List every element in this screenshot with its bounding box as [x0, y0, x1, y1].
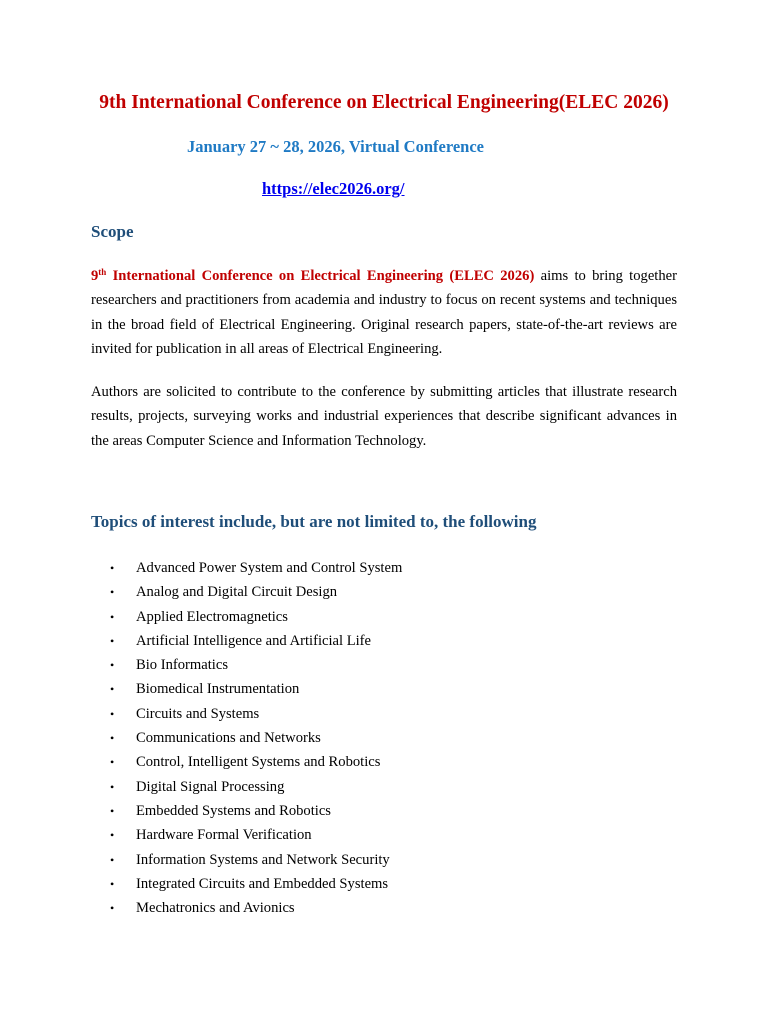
bullet-icon: • — [110, 633, 115, 648]
bullet-icon: • — [110, 828, 115, 843]
ordinal-suffix: th — [98, 267, 107, 277]
list-item — [0, 702, 402, 726]
list-item — [0, 677, 402, 701]
topic-label: Hardware Formal Verification — [136, 827, 312, 844]
conference-dates: January 27 ~ 28, 2026, Virtual Conference — [187, 137, 485, 156]
bullet-icon: • — [110, 731, 115, 746]
bullet-icon: • — [110, 561, 115, 575]
topic-label: Circuits and Systems — [136, 705, 260, 722]
conference-title: 9th International Conference on Electrical Engineering(ELEC 2026) — [99, 92, 669, 113]
list-item — [0, 896, 402, 920]
bullet-icon: • — [110, 682, 115, 697]
topics-heading: Topics of interest include, but are not limited to, the following — [91, 512, 537, 531]
bullet-icon: • — [110, 803, 115, 818]
conference-name-highlight — [91, 268, 534, 284]
bullet-icon: • — [110, 876, 115, 891]
list-item — [0, 629, 402, 653]
list-item — [0, 726, 402, 750]
conference-name-text: International Conference on Electrical Engineering (ELEC 2026) — [106, 268, 535, 284]
list-item — [0, 556, 402, 580]
scope-heading: Scope — [91, 222, 134, 241]
bullet-icon: • — [110, 585, 115, 600]
list-item — [0, 750, 402, 774]
list-item — [0, 799, 402, 823]
conference-url-link[interactable]: https://elec2026.org/ — [262, 179, 405, 198]
list-item — [0, 823, 402, 847]
topic-label: Artificial Intelligence and Artificial Life — [136, 632, 372, 649]
topic-label: Integrated Circuits and Embedded Systems — [136, 875, 389, 892]
topic-label: Biomedical Instrumentation — [136, 681, 300, 698]
scope-paragraph-1 — [91, 264, 677, 361]
bullet-icon: • — [110, 609, 115, 624]
topic-label: Analog and Digital Circuit Design — [136, 584, 338, 601]
scope-paragraph-1-body: aims to bring together researchers and practitioners from academia and industry to focus on recent systems and techniques in the broad field of Electrical Engineering. Original research papers, state-of-the-art reviews are invited for publication in all areas of Electrical Engineering. — [91, 268, 677, 357]
topic-label: Information Systems and Network Security — [136, 851, 390, 868]
topic-label: Digital Signal Processing — [136, 778, 285, 795]
topic-label: Control, Intelligent Systems and Robotics — [136, 754, 381, 771]
list-item — [0, 580, 402, 604]
topic-label: Advanced Power System and Control System — [136, 560, 403, 576]
scope-paragraph-2: Authors are solicited to contribute to the conference by submitting articles that illustrate research results, projects, surveying works and industrial experiences that describe significant advances in the areas Computer Science and Information Technology. — [91, 384, 677, 449]
topic-label: Communications and Networks — [136, 730, 321, 747]
topic-label: Embedded Systems and Robotics — [136, 802, 331, 819]
topic-label: Bio Informatics — [136, 657, 229, 674]
list-item — [0, 848, 402, 872]
list-item — [0, 653, 402, 677]
list-item — [0, 605, 402, 629]
list-item — [0, 775, 402, 799]
topic-label: Mechatronics and Avionics — [136, 900, 295, 917]
bullet-icon: • — [110, 901, 115, 916]
bullet-icon: • — [110, 779, 115, 794]
ordinal-number: 9 — [91, 268, 99, 284]
topic-label: Applied Electromagnetics — [136, 608, 288, 625]
topics-list — [0, 556, 402, 920]
bullet-icon: • — [110, 658, 115, 673]
list-item — [0, 872, 402, 896]
bullet-icon: • — [110, 852, 115, 867]
bullet-icon: • — [110, 706, 115, 721]
bullet-icon: • — [110, 755, 115, 770]
